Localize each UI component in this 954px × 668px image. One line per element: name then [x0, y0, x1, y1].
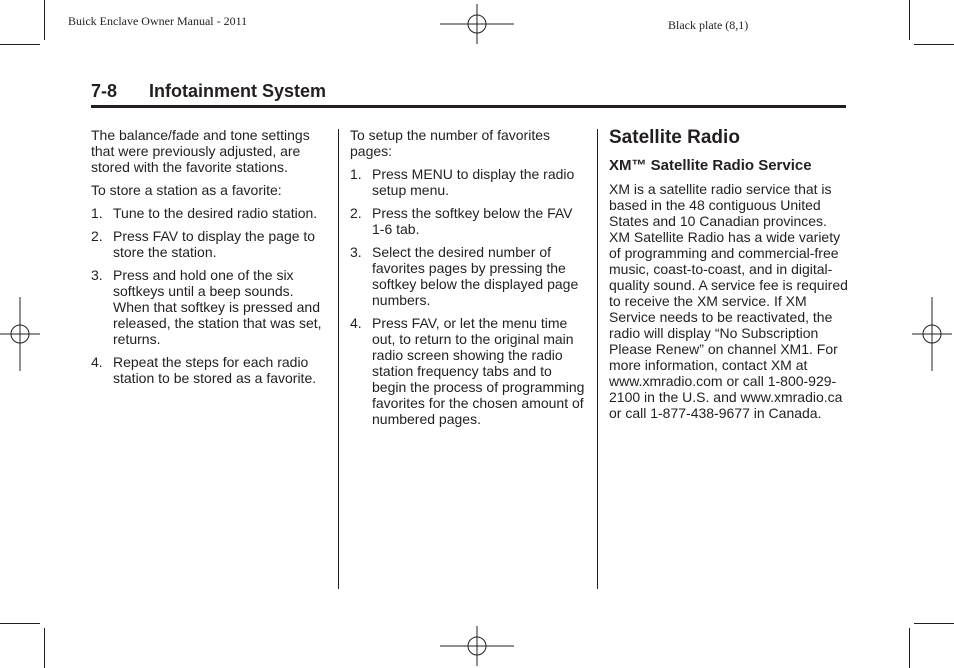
crop-mark-bottom-right-vertical	[909, 628, 910, 668]
list-item	[91, 228, 331, 260]
col2-steps	[350, 166, 588, 427]
list-item	[350, 205, 588, 237]
step-number: 2.	[91, 228, 103, 244]
page-header	[91, 79, 846, 108]
step-text: Tune to the desired radio station.	[113, 205, 318, 221]
step-text: Press the softkey below the FAV 1-6 tab.	[372, 205, 573, 237]
list-item	[91, 354, 331, 386]
crop-mark-top-left-horizontal	[0, 44, 40, 45]
crop-mark-top-right-horizontal	[914, 44, 954, 45]
step-number: 1.	[350, 166, 362, 182]
list-item	[350, 166, 588, 198]
list-item	[350, 244, 588, 308]
satellite-radio-heading: Satellite Radio	[609, 127, 740, 148]
step-text: Press MENU to display the radio setup menu.	[372, 166, 575, 198]
column-3	[609, 127, 849, 428]
xm-service-subheading: XM™ Satellite Radio Service	[609, 157, 812, 174]
registration-mark-bottom-icon	[440, 626, 514, 666]
col2-lead: To setup the number of favorites pages:	[350, 127, 550, 159]
crop-mark-top-left-vertical	[44, 0, 45, 40]
step-number: 1.	[91, 205, 103, 221]
page-number: 7-8	[91, 81, 118, 101]
step-text: Press and hold one of the six softkeys until a beep sounds. When that softkey is pressed and released, the station that was set, returns.	[113, 267, 322, 347]
registration-mark-left-icon	[0, 297, 40, 371]
slug-left: Buick Enclave Owner Manual - 2011	[68, 14, 248, 28]
step-number: 2.	[350, 205, 362, 221]
step-text: Press FAV to display the page to store the station.	[113, 228, 316, 260]
crop-mark-bottom-left-horizontal	[0, 623, 40, 624]
step-text: Select the desired number of favorites pages by pressing the softkey below the displayed page numbers.	[372, 244, 579, 308]
col1-steps	[91, 205, 331, 386]
crop-mark-bottom-left-vertical	[44, 628, 45, 668]
section-title: Infotainment System	[149, 81, 327, 101]
col1-lead: To store a station as a favorite:	[91, 182, 282, 198]
column-2	[350, 127, 588, 434]
crop-mark-bottom-right-horizontal	[914, 623, 954, 624]
step-number: 4.	[350, 315, 362, 331]
column-divider	[597, 129, 598, 589]
step-text: Press FAV, or let the menu time out, to return to the original main radio screen showing the radio station frequency tabs and to begin the process of programming favorites for the chosen amount of numbered pages.	[372, 315, 585, 427]
list-item	[350, 315, 588, 427]
step-number: 3.	[350, 244, 362, 260]
list-item	[91, 267, 331, 347]
step-text: Repeat the steps for each radio station to be stored as a favorite.	[113, 354, 317, 386]
registration-mark-right-icon	[912, 297, 952, 371]
col1-intro: The balance/fade and tone settings that were previously adjusted, are stored with the favorite stations.	[91, 127, 310, 175]
slug-right: Black plate (8,1)	[668, 18, 749, 32]
xm-service-body: XM is a satellite radio service that is based in the 48 contiguous United States and 10 Canadian provinces. XM Satellite Radio has a wide variety of programming and commercial-free music, coast-to-coast, and in digital-quality sound. A service fee is required to receive the XM service. If XM Service needs to be reactivated, the radio will display “No Subscription Please Renew” on channel XM1. For more information, contact XM at www.xmradio.com or call 1-800-929-2100 in the U.S. and www.xmradio.ca or call 1-877-438-9677 in Canada.	[609, 181, 848, 421]
registration-mark-top-icon	[440, 4, 514, 44]
list-item	[91, 205, 331, 221]
column-divider	[338, 129, 339, 589]
crop-mark-top-right-vertical	[909, 0, 910, 40]
column-1	[91, 127, 331, 393]
step-number: 3.	[91, 267, 103, 283]
step-number: 4.	[91, 354, 103, 370]
